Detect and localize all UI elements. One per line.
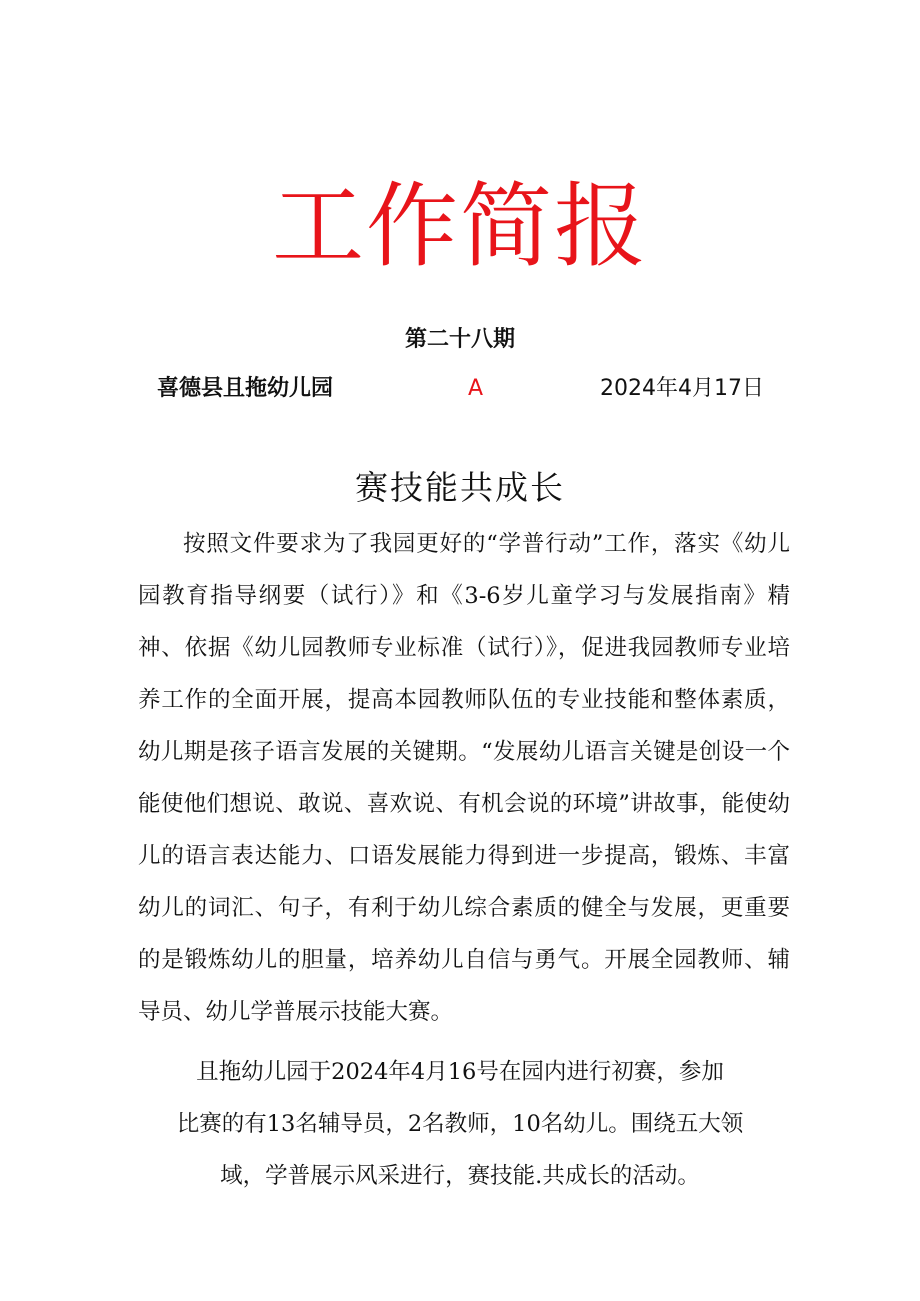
article-title: 赛技能共成长	[355, 468, 565, 507]
article-body: 按照文件要求为了我园更好的“学普行动”工作，落实《幼儿园教育指导纲要（试行）》和《3-6岁儿童学习与发展指南》精神、依据《幼儿园教师专业标准（试行）》，促进我园教师专业培养工作的全面开展，提高本园教师队伍的专业技能和整体素质，幼儿期是孩子语言发展的关键期。“发展幼儿语言关键是创设一个能使他们想说、敢说、喜欢说、有机会说的环境”讲故事，能使幼儿的语言表达能力、口语发展能力得到进一步提高，锻炼、丰富幼儿的词汇、句子，有利于幼儿综合素质的健全与发展，更重要的是锻炼幼儿的胆量，培养幼儿自信与勇气。开展全园教师、辅导员、幼儿学普展示技能大赛。	[138, 531, 790, 1025]
closing-line: 且拖幼儿园于2024年4月16号在园内进行初赛，参加	[196, 1059, 724, 1085]
edition-mark: A	[468, 376, 484, 401]
masthead-title: 工作简报	[271, 173, 648, 280]
closing-line: 域，学普展示风采进行，赛技能.共成长的活动。	[220, 1163, 700, 1189]
publication-date: 2024年4月17日	[600, 376, 764, 401]
closing-paragraph	[160, 1046, 760, 1202]
closing-line: 比赛的有13名辅导员，2名教师，10名幼儿。围绕五大领	[176, 1111, 744, 1137]
organization-name: 喜德县且拖幼儿园	[157, 376, 334, 401]
issue-number: 第二十八期	[404, 327, 515, 352]
